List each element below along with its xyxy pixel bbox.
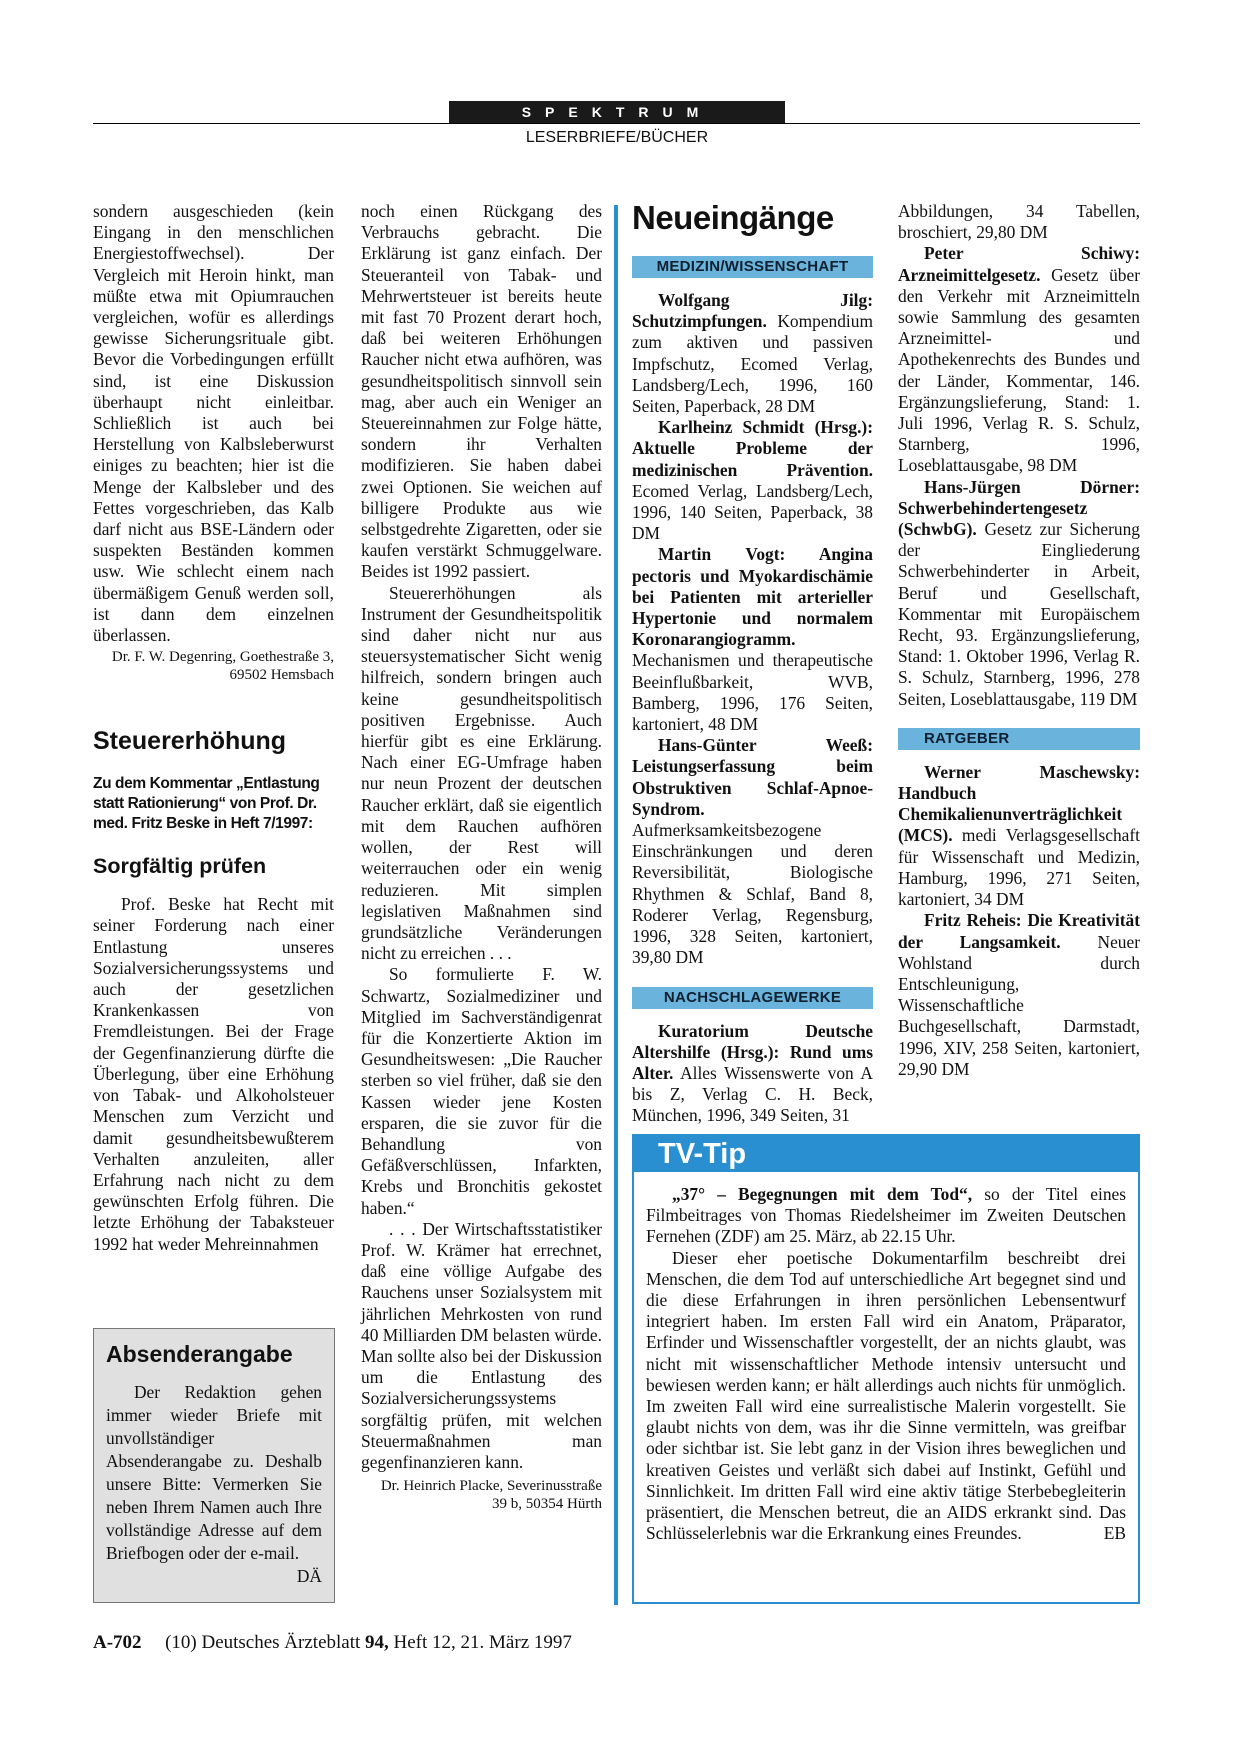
book-reheis-title: Fritz Reheis: Die Kreativität der Langsamkeit. [898, 910, 1140, 952]
book-vogt [632, 544, 873, 735]
book-doerner-details: Gesetz zur Sicherung der Eingliederung Schwerbehinderter in Arbeit, Beruf und Gesellschaft, Kommentar mit Europäischem Recht, 93. Ergänzungslieferung, Stand: 1. Oktober 1996, Verlag R. S. Schulz, Starnberg, 1996, 278 Seiten, Loseblattausgabe, 119 DM [898, 519, 1140, 709]
subsection-label: LESERBRIEFE/BÜCHER [525, 129, 709, 146]
book-schiwy [898, 243, 1140, 476]
tvtip-title: TV-Tip [658, 1138, 747, 1170]
col2-paragraph-3: So formulierte F. W. Schwartz, Sozialmediziner und Mitglied im Sachverständigenrat für die Konzertierte Aktion im Gesundheitswesen: „Die Raucher sterben so viel früher, daß sie den Kassen wieder jene Kosten ersparen, die sie zuvor für die Behandlung von Gefäßverschlüssen, Infarkten, Krebs und Bronchitis gekostet haben.“ [361, 964, 602, 1218]
column-1 [93, 201, 334, 1255]
book-jilg-details: Kompendium zum aktiven und passiven Impfschutz, Ecomed Verlag, Landsberg/Lech, 1996, 160 Seiten, Paperback, 28 DM [632, 311, 873, 417]
tvtip-paragraph-1 [646, 1184, 1126, 1248]
book-doerner [898, 477, 1140, 710]
book-kuratorium-details: Alles Wissenswerte von A bis Z, Verlag C. H. Beck, München, 1996, 349 Seiten, 31 [632, 1062, 873, 1126]
signature-degenring: Dr. F. W. Degenring, Goethestraße 3, 69502 Hemsbach [111, 649, 334, 684]
book-schmidt [632, 417, 873, 544]
column-3 [632, 256, 873, 1127]
article-heading: Steuererhöhung [93, 727, 287, 756]
book-jilg-title: Wolfgang Jilg: Schutzimpfungen. [632, 290, 873, 332]
letter-body: Prof. Beske hat Recht mit seiner Forderung nach einer Entlastung unseres Sozialversicherungssystems und auch der gesetzlichen Krankenkassen von Fremdleistungen. Bei der Frage der Gegenfinanzierung dürfte die Überlegung, über eine Erhöhung von Tabak- und Alkoholsteuer Menschen zum Verzicht und damit gesundheitsbewußterem Verhalten anzuleiten, aller Erfahrung nach nicht zu dem gewünschten Erfolg führen. Die letzte Erhöhung der Tabaksteuer 1992 hat weder Mehreinnahmen [93, 894, 334, 1254]
col2-paragraph-2: Steuererhöhungen als Instrument der Gesundheitspolitik sind daher nicht nur aus steuersystematischer Sicht wenig hilfreich, sondern bringen auch keine gesundheitspolitisch positiven Ergebnisse. Auch hierfür gibt es eine Erklärung. Nach einer EG-Umfrage haben nur neun Prozent der deutschen Raucher erklärt, daß sie eigentlich mit dem Rauchen aufhören wollen, der Rest will weiterrauchen oder ein wenig reduzieren. Mit simplen legislativen Maßnahmen sind grundsätzliche Veränderungen nicht zu erreichen . . . [361, 582, 602, 964]
absender-title: Absenderangabe [106, 1341, 293, 1367]
book-doerner-title: Hans-Jürgen Dörner: Schwerbehindertengesetz (SchwbG). [898, 476, 1140, 540]
category-medizin: MEDIZIN/WISSENSCHAFT [632, 256, 873, 278]
neueingaenge-title: Neueingänge [632, 199, 834, 236]
tvtip-sign: EB [1103, 1523, 1126, 1544]
absender-box [93, 1328, 335, 1603]
footer [93, 1631, 572, 1655]
tvtip-box [632, 1134, 1140, 1604]
tvtip-program-details: so der Titel eines Filmbeitrages von Thomas Riedelsheimer im Zweiten Deutschen Fernehen (ZDF) am 25. März, ab 22.15 Uhr. [646, 1184, 1126, 1247]
column-2 [361, 201, 602, 1513]
tvtip-program-title: „37° – Begegnungen mit dem Tod“, [672, 1184, 973, 1204]
section-bar: SPEKTRUM [449, 101, 785, 123]
book-schmidt-details: Ecomed Verlag, Landsberg/Lech, 1996, 140 Seiten, Paperback, 38 DM [632, 480, 873, 544]
absender-text [106, 1381, 322, 1586]
book-kuratorium [632, 1021, 873, 1127]
book-reheis [898, 910, 1140, 1080]
letter-continuation: sondern ausgeschieden (kein Eingang in den menschlichen Energiestoffwechsel). Der Vergleich mit Heroin hinkt, man müßte etwa mit Opiumrauchen vergleichen, wofür es allerdings gewisse Sicherungsrituale gibt. Bevor die Vorbedingungen erfüllt sind, ist eine Diskussion überhaupt nicht einleitbar. Schließlich ist auch bei Herstellung von Kalbsleberwurst einiges zu beachten; hier ist die Menge der Kalbsleber und des Fettes vorgeschrieben, das Kalb darf nicht aus BSE-Ländern oder suspekten Beständen kommen usw. Wie schlecht einem nach übermäßigem Genuß werden soll, ist dann dem einzelnen überlassen. [93, 201, 334, 646]
book-weess [632, 735, 873, 968]
tvtip-paragraph-2 [646, 1248, 1126, 1545]
book-maschewsky-details: medi Verlagsgesellschaft für Wissenschaft und Medizin, Hamburg, 1996, 271 Seiten, kartoniert, 34 DM [898, 825, 1140, 910]
section-divider [614, 205, 618, 1605]
col2-paragraph-1: noch einen Rückgang des Verbrauchs gebracht. Die Erklärung ist ganz einfach. Der Steueranteil von Tabak- und Mehrwertsteuer ist bereits heute mit fast 70 Prozent derart hoch, daß bei weiteren Erhöhungen Raucher nicht etwa aufhören, was gesundheitspolitisch sinnvoll sein mag, aber auch ein Weniger an Steuereinnahmen zur Folge hätte, sondern ihr Verhalten modifizieren. Sie haben dabei zwei Optionen. Sie weichen auf billigere Produkte aus wie selbstgedrehte Zigaretten, oder sie kaufen verstärkt Schmuggelware. Beides ist 1992 passiert. [361, 201, 602, 582]
category-nachschlagewerke: NACHSCHLAGEWERKE [632, 987, 873, 1009]
book-weess-details: Aufmerksamkeitsbezogene Einschränkungen und deren Reversibilität, Biologische Rhythmen & Schlaf, Band 8, Roderer Verlag, Regensburg, 1996, 328 Seiten, kartoniert, 39,80 DM [632, 820, 873, 968]
column-4 [898, 201, 1140, 1080]
header-rule [93, 123, 1140, 124]
absender-body: Der Redaktion gehen immer wieder Briefe mit unvollständiger Absenderangabe zu. Deshalb unsere Bitte: Vermerken Sie neben Ihrem Namen auch Ihre vollständige Adresse auf dem Briefbogen oder der e-mail. [106, 1382, 322, 1563]
article-intro: Zu dem Kommentar „Entlastung statt Rationierung“ von Prof. Dr. med. Fritz Beske in Heft 7/1997: [93, 775, 320, 833]
book-weess-title: Hans-Günter Weeß: Leistungserfassung beim Obstruktiven Schlaf-Apnoe-Syndrom. [632, 735, 873, 819]
book-jilg [632, 290, 873, 417]
journal-volume: 94, [365, 1632, 389, 1653]
book-schiwy-title: Peter Schiwy: Arzneimittelgesetz. [898, 243, 1140, 285]
journal-pre: (10) Deutsches Ärzteblatt [165, 1632, 366, 1653]
book-kuratorium-title: Kuratorium Deutsche Altershilfe (Hrsg.): Rund ums Alter. [632, 1020, 873, 1083]
tvtip-header [634, 1136, 1138, 1172]
col2-paragraph-4: . . . Der Wirtschaftsstatistiker Prof. W. Krämer hat errechnet, daß eine völlige Aufgabe des Rauchens unser Sozialsystem mit jährlichen Mehrkosten von rund 40 Milliarden DM belasten würde. Man sollte also bei der Diskussion um die Entlastung des Sozialversicherungssystems sorgfältig prüfen, mit welchen Steuermaßnahmen man gegenfinanzieren kann. [361, 1218, 602, 1472]
absender-sign: DÄ [296, 1566, 322, 1586]
page-number: A-702 [93, 1632, 142, 1653]
book-kuratorium-continued: Abbildungen, 34 Tabellen, broschiert, 29,80 DM [898, 201, 1140, 243]
category-ratgeber: RATGEBER [898, 728, 1140, 750]
journal-issue: Heft 12, 21. März 1997 [388, 1632, 572, 1653]
signature-placke: Dr. Heinrich Placke, Severinusstraße 39 b, 50354 Hürth [380, 1478, 602, 1513]
tvtip-content [634, 1172, 1138, 1544]
book-maschewsky [898, 762, 1140, 910]
letter-heading: Sorgfältig prüfen [93, 854, 267, 879]
book-vogt-title: Martin Vogt: Angina pectoris und Myokardischämie bei Patienten mit arterieller Hypertonie und normalem Koronarangiogramm. [632, 544, 873, 650]
book-schiwy-details: Gesetz über den Verkehr mit Arzneimitteln sowie Sammlung des gesamten Arzneimittel- und Apothekenrechts des Bundes und der Länder, Kommentar, 146. Ergänzungslieferung, Stand: 1. Juli 1996, Verlag R. S. Schulz, Starnberg, 1996, Loseblattausgabe, 98 DM [898, 264, 1140, 476]
book-schmidt-title: Karlheinz Schmidt (Hrsg.): Aktuelle Probleme der medizinischen Prävention. [632, 417, 873, 480]
book-maschewsky-title: Werner Maschewsky: Handbuch Chemikalienunverträglichkeit (MCS). [898, 761, 1140, 846]
book-vogt-details: Mechanismen und therapeutische Beeinflußbarkeit, WVB, Bamberg, 1996, 176 Seiten, kartoniert, 48 DM [632, 650, 873, 735]
book-reheis-details: Neuer Wohlstand durch Entschleunigung, Wissenschaftliche Buchgesellschaft, Darmstadt, 1996, XIV, 258 Seiten, kartoniert, 29,90 DM [898, 931, 1140, 1079]
tvtip-body: Dieser eher poetische Dokumentarfilm beschreibt drei Menschen, die dem Tod auf unterschiedliche Art begegnet sind und die diese Erfahrungen in ihren persönlichen Lebensentwurf integriert haben. Im ersten Fall wird ein Anatom, Präparator, Erfinder und Wissenschaftler vorgestellt, der an nichts glaubt, was nicht mit wissenschaftlicher Methode intensiv untersucht und bewiesen werden kann; er hält allerdings auch nichts für unmöglich. Im zweiten Fall wird eine surrealistische Malerin vorgestellt. Sie glaubt nichts von dem, was ihr die Sinne vermitteln, was greifbar oder sichtbar ist. Sie lebt ganz in der Vision ihres beweglichen und kreativen Geistes und verläßt sich dabei auf Instinkt, Gefühl und Sinnlichkeit. Im dritten Fall wird eine aktiv tätige Sterbebegleiterin präsentiert, die Menschen betreut, die an AIDS erkrankt sind. Das Schlüsselerlebnis war die Erkrankung eines Freundes. [646, 1247, 1126, 1544]
